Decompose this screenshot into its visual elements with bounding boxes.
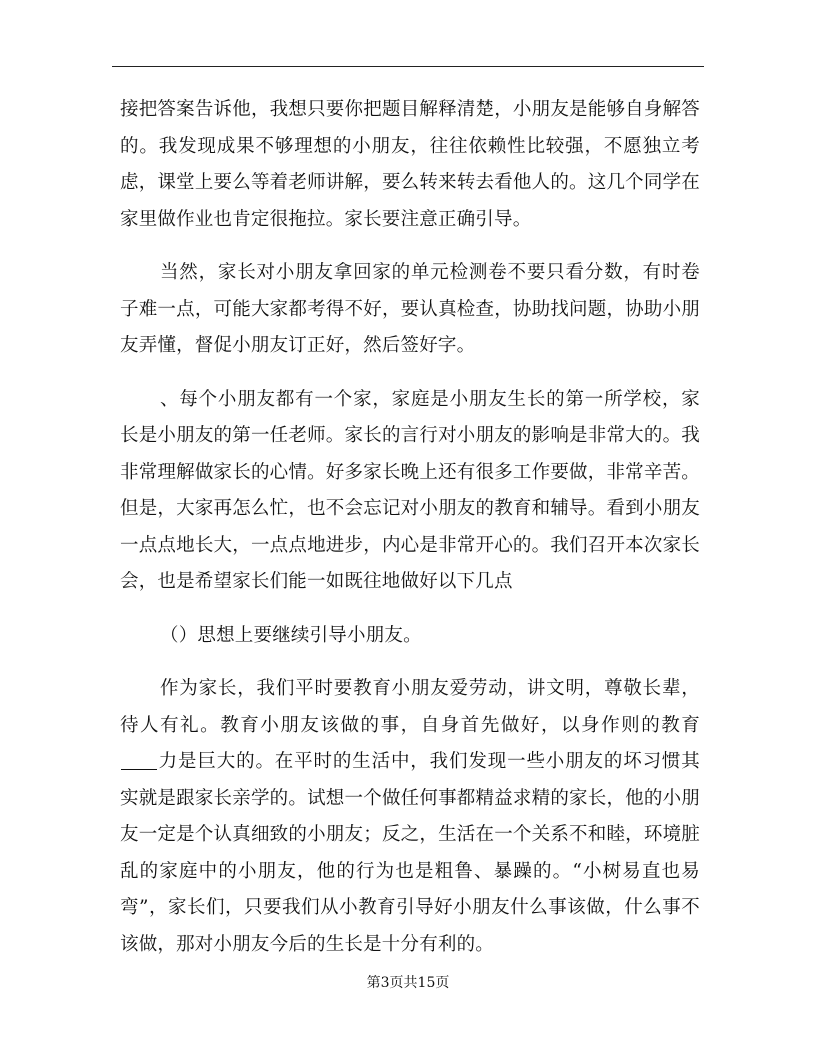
fill-in-blank xyxy=(121,768,157,770)
paragraph-3: 、每个小朋友都有一个家，家庭是小朋友生长的第一所学校，家长是小朋友的第一任老师。家长的言行对小朋友的影响是非常大的。我非常理解做家长的心情。好多家长晚上还有很多工作要做，非常辛苦。但是，大家再怎么忙，也不会忘记对小朋友的教育和辅导。看到小朋友一点点地长大，一点点地进步，内心是非常开心的。我们召开本次家长会，也是希望家长们能一如既往地做好以下几点 xyxy=(120,388,700,592)
page-number-footer: 第3页共15页 xyxy=(366,975,450,991)
paragraph-5-part-1: 作为家长，我们平时要教育小朋友爱劳动，讲文明，尊敬长辈，待人有礼。教育小朋友该做的事，自身首先做好，以身作则的教育 xyxy=(120,678,700,736)
paragraph-2: 当然，家长对小朋友拿回家的单元检测卷不要只看分数，有时卷子难一点，可能大家都考得不好，要认真检查，协助找问题，协助小朋友弄懂，督促小朋友订正好，然后签好字。 xyxy=(120,262,700,356)
paragraph-1: 接把答案告诉他，我想只要你把题目解释清楚，小朋友是能够自身解答的。我发现成果不够理想的小朋友，往往依赖性比较强，不愿独立考虑，课堂上要么等着老师讲解，要么转来转去看他人的。这几个同学在家里做作业也肯定很拖拉。家长要注意正确引导。 xyxy=(120,99,700,230)
paragraph-5-part-2: 力是巨大的。在平时的生活中，我们发现一些小朋友的坏习惯其实就是跟家长亲学的。试想一个做任何事都精益求精的家长，他的小朋友一定是个认真细致的小朋友；反之，生活在一个关系不和睦，环境脏乱的家庭中的小朋友，他的行为也是粗鲁、暴躁的。“小树易直也易弯”，家长们，只要我们从小教育引导好小朋友什么事该做，什么事不该做，那对小朋友今后的生长是十分有利的。 xyxy=(120,751,700,955)
header-rule xyxy=(112,66,704,67)
document-body xyxy=(120,92,700,980)
paragraph-4-heading: （）思想上要继续引导小朋友。 xyxy=(160,624,422,646)
paragraph-5 xyxy=(120,671,700,963)
